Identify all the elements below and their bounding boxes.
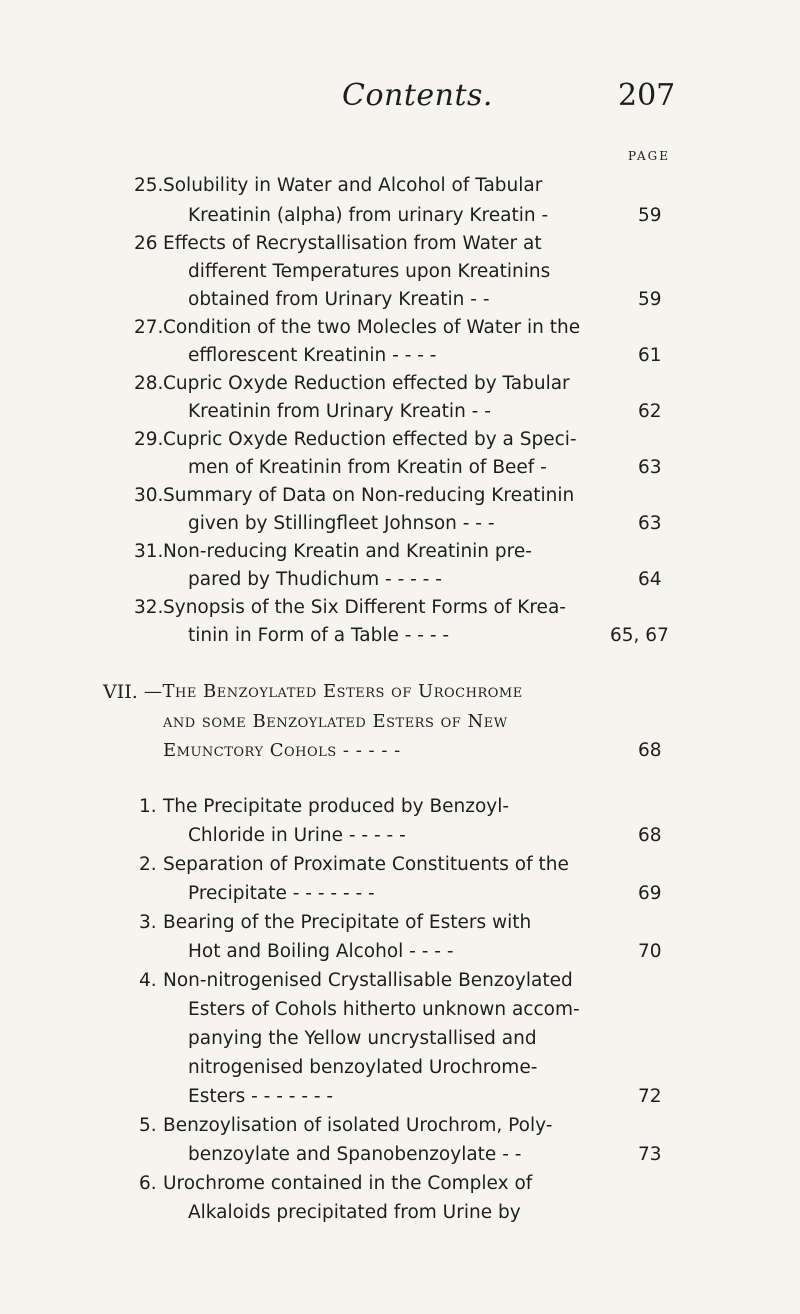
toc-line: [0, 1024, 800, 1054]
toc-line: [0, 453, 800, 483]
toc-line: [0, 229, 800, 259]
entry-number: 30.: [134, 485, 164, 506]
entry-number: 2.: [139, 854, 157, 875]
toc-line: [0, 509, 800, 539]
entry-number: 1.: [139, 796, 157, 817]
chapter-title: —The Benzoylated Esters of Urochrome: [144, 681, 523, 702]
chapter-title: and some Benzoylated Esters of New: [163, 711, 508, 732]
toc-line: [0, 621, 800, 651]
running-title: Contents.: [342, 78, 493, 113]
chapter-line: [0, 707, 800, 737]
entry-page: 63: [638, 513, 662, 534]
toc-line: [0, 537, 800, 567]
entry-number: 32.: [134, 597, 164, 618]
entry-text: Non-nitrogenised Crystallisable Benzoylated: [163, 970, 573, 991]
entry-text: Summary of Data on Non-reducing Kreatinin: [163, 485, 575, 506]
entry-text: given by Stillingfleet Johnson - - -: [188, 513, 495, 534]
toc-line: [0, 792, 800, 822]
entry-text: Esters of Cohols hitherto unknown accom-: [188, 999, 580, 1020]
chapter-page: 68: [638, 740, 662, 761]
entry-text: Kreatinin from Urinary Kreatin - -: [188, 401, 491, 422]
entry-text: Chloride in Urine - - - - -: [188, 825, 406, 846]
entry-text: Precipitate - - - - - - -: [188, 883, 375, 904]
entry-number: 4.: [139, 970, 157, 991]
toc-line: [0, 593, 800, 623]
entry-text: Non-reducing Kreatin and Kreatinin pre-: [163, 541, 532, 562]
toc-line: [0, 1111, 800, 1141]
entry-page: 63: [638, 457, 662, 478]
entry-text: Effects of Recrystallisation from Water at: [163, 233, 542, 254]
toc-line: [0, 1140, 800, 1170]
chapter-number: VII.: [103, 681, 138, 703]
toc-line: [0, 565, 800, 595]
entry-page: 68: [638, 825, 662, 846]
toc-line: [0, 369, 800, 399]
toc-line: [0, 937, 800, 967]
entry-page: 59: [638, 205, 662, 226]
toc-line: [0, 285, 800, 315]
toc-line: [0, 908, 800, 938]
chapter-line: [0, 736, 800, 766]
entry-text: different Temperatures upon Kreatinins: [188, 261, 551, 282]
toc-line: [0, 850, 800, 880]
entry-number: 28.: [134, 373, 164, 394]
chapter-line: [0, 677, 800, 707]
page-number: 207: [618, 78, 676, 113]
entry-text: Synopsis of the Six Different Forms of Krea-: [163, 597, 566, 618]
toc-line: [0, 879, 800, 909]
toc-line: [0, 1082, 800, 1112]
toc-line: [0, 397, 800, 427]
toc-line: [0, 313, 800, 343]
entry-page: 59: [638, 289, 662, 310]
entry-text: efflorescent Kreatinin - - - -: [188, 345, 437, 366]
entry-text: nitrogenised benzoylated Urochrome-: [188, 1057, 538, 1078]
entry-page: 61: [638, 345, 662, 366]
entry-number: 5.: [139, 1115, 157, 1136]
entry-text: Solubility in Water and Alcohol of Tabular: [163, 175, 543, 196]
entry-text: Cupric Oxyde Reduction effected by a Speci-: [163, 429, 577, 450]
entry-text: Kreatinin (alpha) from urinary Kreatin -: [188, 205, 549, 226]
entry-number: 25.: [134, 175, 164, 196]
entry-text: Urochrome contained in the Complex of: [163, 1173, 533, 1194]
chapter-title: Emunctory Cohols - - - - -: [163, 740, 401, 761]
entry-number: 31.: [134, 541, 164, 562]
toc-line: [0, 1053, 800, 1083]
entry-number: 29.: [134, 429, 164, 450]
entry-number: 26: [134, 233, 158, 254]
toc-line: [0, 481, 800, 511]
entry-text: pared by Thudichum - - - - -: [188, 569, 442, 590]
running-header: [0, 78, 800, 128]
entry-page: 72: [638, 1086, 662, 1107]
entry-page: 62: [638, 401, 662, 422]
entry-text: Esters - - - - - - -: [188, 1086, 334, 1107]
entry-number: 27.: [134, 317, 164, 338]
entry-text: Hot and Boiling Alcohol - - - -: [188, 941, 454, 962]
page-column-label: PAGE: [628, 149, 670, 163]
entry-text: Bearing of the Precipitate of Esters with: [163, 912, 532, 933]
entry-text: obtained from Urinary Kreatin - -: [188, 289, 490, 310]
entry-page: 70: [638, 941, 662, 962]
entry-page: 65, 67: [610, 625, 669, 646]
entry-text: Separation of Proximate Constituents of the: [163, 854, 569, 875]
toc-line: [0, 966, 800, 996]
toc-line: [0, 341, 800, 371]
entry-text: Condition of the two Molecles of Water in the: [163, 317, 581, 338]
entry-number: 6.: [139, 1173, 157, 1194]
entry-text: tinin in Form of a Table - - - -: [188, 625, 450, 646]
entry-page: 73: [638, 1144, 662, 1165]
entry-text: Cupric Oxyde Reduction effected by Tabular: [163, 373, 570, 394]
entry-text: men of Kreatinin from Kreatin of Beef -: [188, 457, 547, 478]
entry-text: The Precipitate produced by Benzoyl-: [163, 796, 510, 817]
toc-line: [0, 1198, 800, 1228]
entry-page: 69: [638, 883, 662, 904]
toc-line: [0, 201, 800, 231]
entry-number: 3.: [139, 912, 157, 933]
toc-line: [0, 425, 800, 455]
toc-line: [0, 171, 800, 201]
entry-text: panying the Yellow uncrystallised and: [188, 1028, 537, 1049]
entry-text: Alkaloids precipitated from Urine by: [188, 1202, 521, 1223]
entry-text: benzoylate and Spanobenzoylate - -: [188, 1144, 522, 1165]
entry-text: Benzoylisation of isolated Urochrom, Poly-: [163, 1115, 553, 1136]
toc-line: [0, 995, 800, 1025]
toc-line: [0, 257, 800, 287]
toc-line: [0, 821, 800, 851]
toc-line: [0, 1169, 800, 1199]
entry-page: 64: [638, 569, 662, 590]
